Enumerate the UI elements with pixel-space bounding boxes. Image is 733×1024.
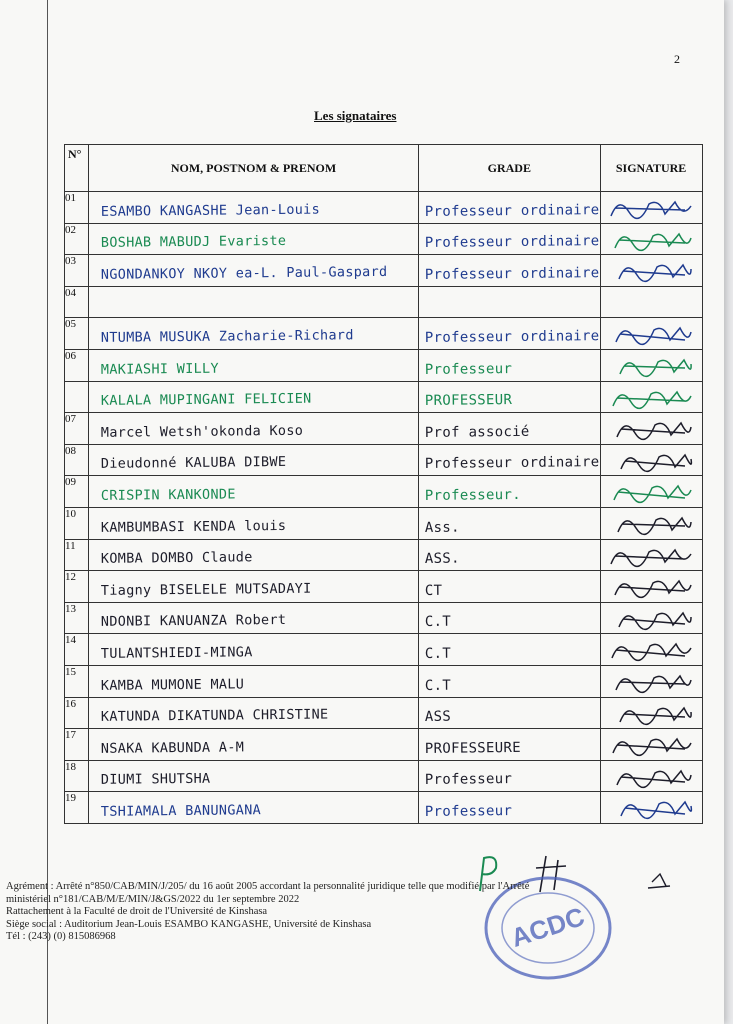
signatory-name: KALALA MUPINGANI FELICIEN [100, 390, 312, 410]
signatory-name: KAMBUMBASI KENDA louis [100, 517, 287, 536]
row-number [65, 381, 89, 413]
row-number: 15 [65, 665, 89, 697]
signature-scribble [605, 573, 699, 601]
footer-line: Siège social : Auditorium Jean-Louis ESAMBO KANGASHE, Université de Kinshasa [6, 918, 372, 930]
signatory-name-cell [89, 665, 419, 697]
signatory-grade-cell [419, 381, 601, 413]
signatory-name-cell [89, 634, 419, 666]
signatory-grade-cell [419, 602, 601, 634]
table-row [65, 444, 703, 476]
row-number: 08 [65, 444, 89, 476]
header-number: N° [65, 145, 89, 192]
signatory-name: TULANTSHIEDI-MINGA [100, 644, 253, 662]
signatory-grade: Ass. [424, 519, 460, 536]
signature-scribble [605, 636, 699, 664]
table-row [65, 539, 703, 571]
signatory-grade-cell [419, 665, 601, 697]
signatory-grade-cell [419, 476, 601, 508]
signatory-grade-cell [419, 444, 601, 476]
signatory-name-cell [89, 349, 419, 381]
signatory-name-cell [89, 413, 419, 445]
table-row [65, 286, 703, 318]
signatory-grade: Professeur. [424, 486, 521, 504]
row-number: 16 [65, 697, 89, 729]
signatory-name-cell [89, 381, 419, 413]
signature-cell [600, 760, 702, 792]
signature-scribble [605, 226, 699, 254]
page-number: 2 [674, 52, 680, 66]
row-number: 06 [65, 349, 89, 381]
signatory-name-cell [89, 760, 419, 792]
signatory-grade-cell [419, 349, 601, 381]
table-row [65, 634, 703, 666]
signatory-name-cell [89, 318, 419, 350]
table-row [65, 192, 703, 224]
signature-scribble [605, 510, 699, 538]
signature-scribble [605, 352, 699, 380]
signatory-name-cell [89, 602, 419, 634]
row-number: 13 [65, 602, 89, 634]
signature-cell [600, 634, 702, 666]
row-number: 10 [65, 507, 89, 539]
signatory-name-cell [89, 223, 419, 255]
signature-scribble [605, 257, 699, 285]
signatory-name: KATUNDA DIKATUNDA CHRISTINE [100, 706, 329, 725]
signatory-grade-cell [419, 729, 601, 761]
signature-scribble [605, 794, 699, 822]
table-row [65, 223, 703, 255]
signature-cell [600, 507, 702, 539]
signatory-name: DIUMI SHUTSHA [100, 771, 211, 789]
signatory-name: MAKIASHI WILLY [100, 360, 219, 378]
signatory-name [89, 311, 418, 317]
signature-scribble [605, 605, 699, 633]
table-row [65, 381, 703, 413]
footer-line: ministériel n°181/CAB/M/E/MIN/J&GS/2022 du 1er septembre 2022 [6, 893, 300, 905]
table-row [65, 665, 703, 697]
signatory-grade: Professeur ordinaire [424, 264, 600, 283]
signatory-name-cell [89, 539, 419, 571]
page-title: Les signataires [314, 108, 397, 123]
table-row [65, 255, 703, 287]
signatory-grade: Professeur [424, 802, 513, 820]
signatory-name-cell [89, 286, 419, 318]
signature-cell [600, 223, 702, 255]
signatory-name: NGONDANKOY NKOY ea-L. Paul-Gaspard [100, 263, 388, 283]
signatory-name-cell [89, 476, 419, 508]
signature-scribble [605, 731, 699, 759]
signatory-name-cell [89, 444, 419, 476]
row-number: 19 [65, 792, 89, 824]
signature-cell [600, 792, 702, 824]
signatory-grade-cell [419, 697, 601, 729]
signatory-grade: ASS [424, 708, 452, 726]
row-number: 01 [65, 192, 89, 224]
row-number: 07 [65, 413, 89, 445]
signatory-name: KAMBA MUMONE MALU [100, 675, 245, 694]
signatory-grade: C.T [424, 677, 452, 694]
table-row [65, 760, 703, 792]
table-row [65, 476, 703, 508]
signatory-name-cell [89, 571, 419, 603]
signatory-name: Tiagny BISELELE MUTSADAYI [100, 580, 312, 599]
svg-text:ACDC: ACDC [507, 901, 589, 953]
table-row [65, 792, 703, 824]
signatory-grade-cell [419, 571, 601, 603]
row-number: 05 [65, 318, 89, 350]
signature-cell [600, 286, 702, 318]
signature-scribble [605, 447, 699, 475]
signatory-name-cell [89, 192, 419, 224]
signatory-grade: C.T [424, 613, 452, 631]
signatory-grade-cell [419, 792, 601, 824]
row-number: 02 [65, 223, 89, 255]
table-row [65, 507, 703, 539]
signatory-grade-cell [419, 223, 601, 255]
row-number: 12 [65, 571, 89, 603]
row-number: 09 [65, 476, 89, 508]
signatory-grade: Professeur [424, 771, 513, 789]
signatory-grade: PROFESSEUR [424, 392, 513, 410]
signatory-grade-cell [419, 760, 601, 792]
table-row [65, 318, 703, 350]
signatory-name-cell [89, 792, 419, 824]
signatories-table [64, 144, 703, 824]
table-row [65, 349, 703, 381]
signature-scribble [605, 320, 699, 348]
signature-cell [600, 381, 702, 413]
signature-cell [600, 729, 702, 761]
signature-scribble [605, 763, 699, 791]
signature-cell [600, 255, 702, 287]
table-row [65, 413, 703, 445]
signature-scribble [605, 415, 699, 443]
signature-scribble [605, 194, 699, 222]
signature-cell [600, 318, 702, 350]
signature-cell [600, 192, 702, 224]
signatory-name: TSHIAMALA BANUNGANA [100, 802, 262, 820]
signature-scribble [605, 700, 699, 728]
signature-cell [600, 413, 702, 445]
signatory-name-cell [89, 255, 419, 287]
footer-line: Agrément : Arrêté n°850/CAB/MIN/J/205/ du 16 août 2005 accordant la personnalité juridique telle que modifié par l'Arrêté [6, 881, 530, 892]
signatory-name: NTUMBA MUSUKA Zacharie-Richard [100, 327, 354, 346]
footer-line: Rattachement à la Faculté de droit de l'Université de Kinshasa [6, 906, 268, 917]
signature-cell [600, 602, 702, 634]
signatory-grade: Professeur ordinaire [424, 201, 600, 220]
signature-cell [600, 571, 702, 603]
signatory-grade-cell [419, 192, 601, 224]
signatory-grade-cell [419, 634, 601, 666]
table-row [65, 602, 703, 634]
header-signature: SIGNATURE [600, 145, 702, 192]
signatory-name-cell [89, 729, 419, 761]
signature-scribble [605, 542, 699, 570]
signature-scribble [605, 668, 699, 696]
signatory-grade-cell [419, 318, 601, 350]
signatory-grade [419, 312, 600, 317]
signatory-grade: Professeur [424, 360, 513, 378]
margin-line [47, 0, 48, 1024]
row-number: 17 [65, 729, 89, 761]
row-number: 04 [65, 286, 89, 318]
row-number: 14 [65, 634, 89, 666]
signature-cell [600, 444, 702, 476]
signature-cell [600, 476, 702, 508]
signatory-grade: Professeur ordinaire [424, 328, 600, 346]
row-number: 11 [65, 539, 89, 571]
signatory-grade-cell [419, 286, 601, 318]
signatory-grade: Professeur ordinaire [424, 454, 600, 473]
signatory-name: KOMBA DOMBO Claude [100, 549, 253, 567]
signatory-grade: CT [424, 582, 443, 599]
footer-line: Tél : (243) (0) 815086968 [6, 931, 116, 942]
signature-scribble [605, 384, 699, 412]
header-grade: GRADE [419, 145, 601, 192]
signatory-name-cell [89, 697, 419, 729]
signatory-name: NSAKA KABUNDA A-M [100, 739, 245, 757]
signatory-grade: ASS. [424, 550, 460, 568]
signatory-name: CRISPIN KANKONDE [100, 486, 236, 504]
signatory-grade: Professeur ordinaire [424, 233, 600, 252]
signature-cell [600, 697, 702, 729]
table-row [65, 571, 703, 603]
header-name: NOM, POSTNOM & PRENOM [89, 145, 419, 192]
row-number: 03 [65, 255, 89, 287]
document-footer [6, 881, 726, 944]
signatory-name: BOSHAB MABUDJ Evariste [100, 233, 287, 252]
signatory-name: Dieudonné KALUBA DIBWE [100, 454, 287, 473]
signatory-grade-cell [419, 413, 601, 445]
signatory-grade: C.T [424, 645, 452, 662]
row-number: 18 [65, 760, 89, 792]
signatory-grade-cell [419, 539, 601, 571]
signatory-name: Marcel Wetsh'okonda Koso [100, 422, 304, 441]
signature-cell [600, 665, 702, 697]
signatory-grade: Prof associé [424, 423, 530, 441]
signatory-name-cell [89, 507, 419, 539]
signatory-name: NDONBI KANUANZA Robert [100, 612, 287, 631]
table-row [65, 729, 703, 761]
signatory-grade: PROFESSEURE [424, 739, 521, 757]
signature-scribble [605, 478, 699, 506]
signature-cell [600, 349, 702, 381]
signature-cell [600, 539, 702, 571]
signatory-name: ESAMBO KANGASHE Jean-Louis [100, 201, 321, 220]
signatory-grade-cell [419, 255, 601, 287]
signatory-grade-cell [419, 507, 601, 539]
table-header-row [65, 145, 703, 192]
table-row [65, 697, 703, 729]
